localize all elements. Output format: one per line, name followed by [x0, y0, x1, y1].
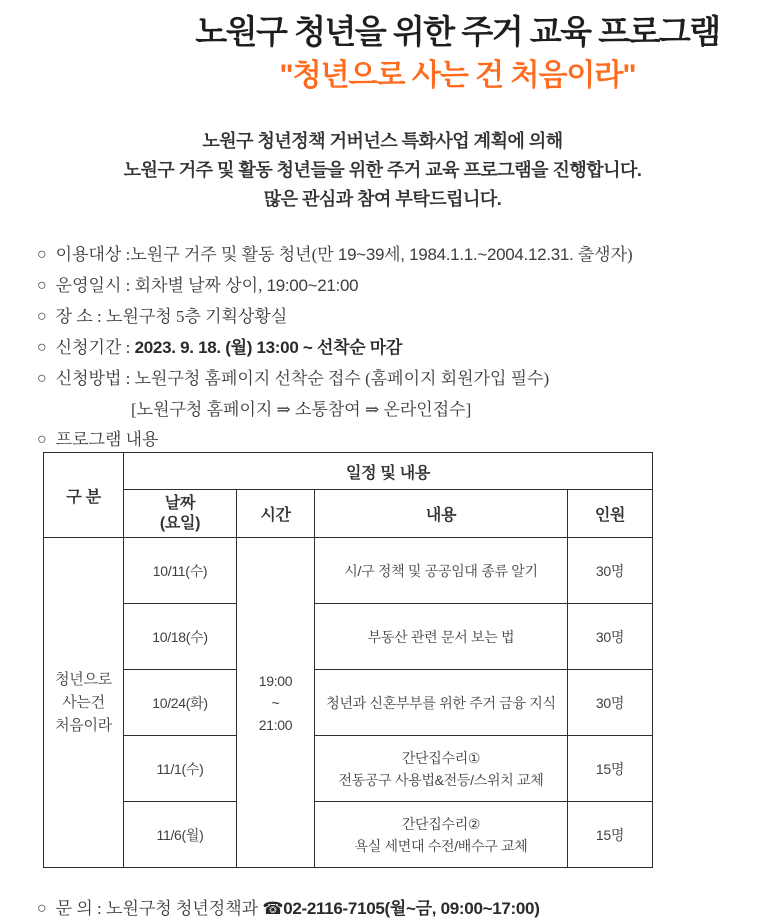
page-subtitle: "청년으로 사는 건 처음이라" — [279, 59, 636, 92]
page-title: 노원구 청년을 위한 주거 교육 프로그램 — [195, 13, 720, 50]
bullet-value-numeric: 19:00~21:00 — [266, 276, 359, 295]
header-date-line1: 날짜 — [164, 494, 196, 512]
bullet-separator: : — [121, 276, 135, 295]
header-schedule-and-content: 일정 및 내용 — [124, 453, 653, 490]
bullet-separator: : — [121, 245, 131, 264]
bullet-value: 노원구청 홈페이지 선착순 접수 (홈페이지 회원가입 필수) — [134, 369, 550, 388]
bullet-value: 노원구 거주 및 활동 청년(만 — [130, 245, 338, 264]
schedule-row-2 — [44, 604, 653, 670]
bullet-operation-schedule — [37, 271, 757, 302]
header-time: 시간 — [237, 490, 315, 538]
bullet-label: 운영일시 — [55, 276, 122, 295]
session-date: 10/24(화) — [124, 670, 237, 736]
group-label-line1: 청년으로 — [55, 671, 112, 688]
session-content — [315, 670, 568, 736]
bullet-application-period — [37, 333, 757, 364]
bullet-venue — [37, 302, 757, 333]
bullet-label: 신청방법 — [55, 369, 122, 388]
session-capacity: 30명 — [568, 670, 653, 736]
bullet-label: 신청기간 — [55, 338, 122, 357]
circle-bullet-icon: ○ — [37, 339, 47, 356]
circle-bullet-icon: ○ — [37, 370, 47, 387]
header-capacity: 인원 — [568, 490, 653, 538]
session-content — [315, 604, 568, 670]
intro-line-1: 노원구 청년정책 거버넌스 특화사업 계획에 의해 — [202, 131, 563, 151]
circle-bullet-icon: ○ — [37, 900, 47, 917]
bullet-separator: : — [92, 307, 107, 326]
bullet-label: 프로그램 내용 — [55, 430, 159, 449]
bullet-value-tail: 출생자) — [573, 245, 633, 264]
bullet-value-numeric: 19~39세, 1984.1.1.~2004.12.31. — [337, 245, 574, 264]
session-date: 11/1(수) — [124, 736, 237, 802]
session-capacity: 30명 — [568, 604, 653, 670]
session-capacity: 15명 — [568, 736, 653, 802]
time-line2: ~ — [271, 694, 280, 711]
contact-department: 노원구청 청년정책과 — [106, 899, 263, 918]
group-label-line3: 처음이라 — [55, 717, 112, 734]
circle-bullet-icon: ○ — [37, 431, 47, 448]
intro-line-3: 많은 관심과 참여 부탁드립니다. — [263, 189, 502, 209]
session-capacity: 30명 — [568, 538, 653, 604]
session-content — [315, 802, 568, 868]
contact-separator: : — [92, 899, 107, 918]
group-label-line2: 사는건 — [62, 694, 105, 711]
header-date — [124, 490, 237, 538]
intro-line-2: 노원구 거주 및 활동 청년들을 위한 주거 교육 프로그램을 진행합니다. — [123, 160, 642, 180]
session-content-line1: 청년과 신혼부부를 위한 주거 금융 지식 — [326, 694, 556, 711]
contact-label: 문 의 — [55, 899, 93, 918]
bullet-label: 장 소 — [55, 307, 93, 326]
intro-paragraph — [0, 127, 765, 214]
table-header-row-2 — [44, 490, 653, 538]
header-group: 구 분 — [44, 453, 124, 538]
application-path-text: [노원구청 홈페이지 ⇒ 소통참여 ⇒ 온라인접수] — [131, 400, 472, 419]
circle-bullet-icon: ○ — [37, 308, 47, 325]
schedule-row-4 — [44, 736, 653, 802]
session-date: 10/11(수) — [124, 538, 237, 604]
session-date: 10/18(수) — [124, 604, 237, 670]
circle-bullet-icon: ○ — [37, 246, 47, 263]
session-time-cell — [237, 538, 315, 868]
header-date-line2: (요일) — [159, 514, 201, 532]
session-content — [315, 736, 568, 802]
contact-phone: ☎02-2116-7105(월~금, 09:00~17:00) — [262, 899, 540, 918]
bullet-application-method — [37, 364, 757, 395]
circle-bullet-icon: ○ — [37, 277, 47, 294]
bullet-application-path — [37, 395, 757, 425]
header-content: 내용 — [315, 490, 568, 538]
bullet-value: 회차별 날짜 상이, — [134, 276, 267, 295]
bullet-separator: : — [121, 338, 135, 357]
session-content-line1: 간단집수리② — [401, 815, 481, 832]
session-date: 11/6(월) — [124, 802, 237, 868]
bullet-separator: : — [121, 369, 135, 388]
schedule-row-5 — [44, 802, 653, 868]
bullet-value-period: 2023. 9. 18. (월) 13:00 ~ 선착순 마감 — [134, 338, 402, 357]
table-header-row-1 — [44, 453, 653, 490]
session-content-line1: 부동산 관련 문서 보는 법 — [367, 628, 515, 645]
info-list — [37, 240, 757, 456]
time-line3: 21:00 — [258, 716, 293, 733]
contact-line — [37, 894, 540, 919]
program-schedule-table — [43, 452, 653, 868]
schedule-row-1 — [44, 538, 653, 604]
bullet-label: 이용대상 — [55, 245, 122, 264]
group-label-cell — [44, 538, 124, 868]
session-content-line1: 시/구 정책 및 공공임대 종류 알기 — [344, 562, 538, 579]
session-content-line2: 욕실 세면대 수전/배수구 교체 — [354, 837, 528, 854]
session-capacity: 15명 — [568, 802, 653, 868]
bullet-value: 노원구청 5층 기획상황실 — [106, 307, 288, 326]
schedule-row-3 — [44, 670, 653, 736]
session-content-line2: 전동공구 사용법&전등/스위치 교체 — [338, 771, 544, 788]
bullet-target-audience — [37, 240, 757, 271]
session-content-line1: 간단집수리① — [401, 749, 481, 766]
session-content — [315, 538, 568, 604]
time-line1: 19:00 — [258, 672, 293, 689]
